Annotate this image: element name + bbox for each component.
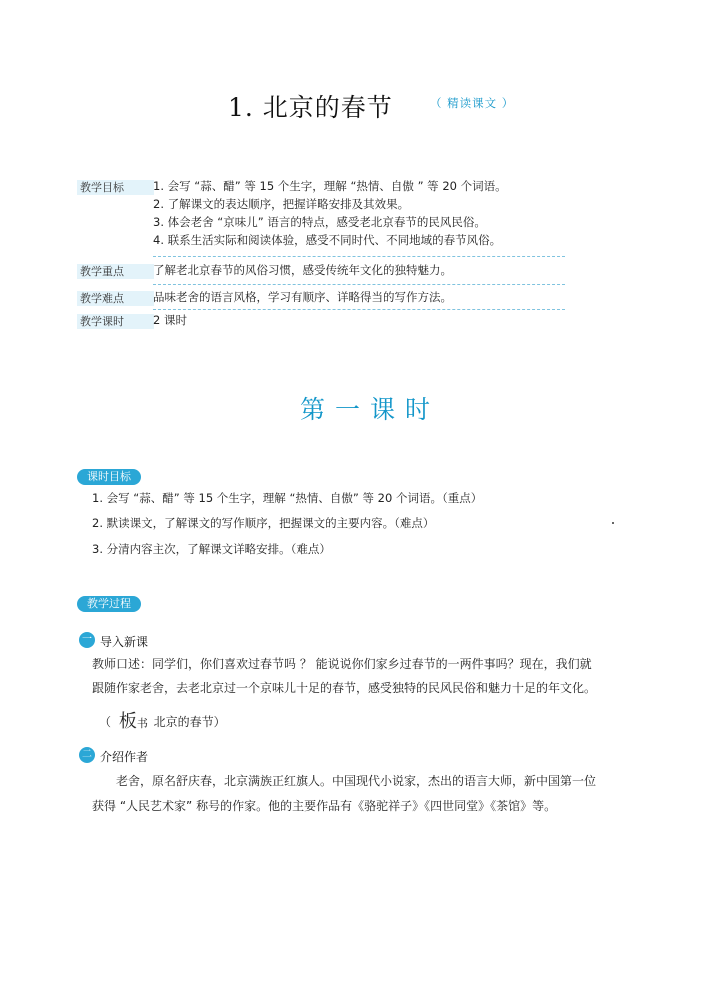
lesson-title: 第一课时 xyxy=(300,395,441,424)
goal-item: 4. 联系生活实际和阅读体验，感受不同时代、不同地域的春节风俗。 xyxy=(153,233,502,247)
intro-paragraph-line: 教师口述：同学们，你们喜欢过春节吗 ？ 能说说你们家乡过春节的一两件事吗？现在，我们就 xyxy=(92,657,592,671)
divider xyxy=(153,309,565,310)
difficulty-text: 品味老舍的语言风格，学习有顺序、详略得当的写作方法。 xyxy=(153,290,452,304)
key-point-text: 了解老北京春节的风俗习惯，感受传统年文化的独特魅力。 xyxy=(153,263,452,277)
board-mark-small: 书 xyxy=(136,717,148,730)
divider xyxy=(153,256,565,257)
hours-text: 2 课时 xyxy=(153,313,187,327)
board-mark xyxy=(119,707,148,733)
lesson-goal-item: 2. 默读课文，了解课文的写作顺序，把握课文的主要内容。（难点） xyxy=(92,516,435,530)
board-text: 北京的春节） xyxy=(153,715,226,729)
section-heading-intro: 导入新课 xyxy=(100,635,149,649)
page-title: 1. 北京的春节 xyxy=(228,93,393,122)
stray-dot xyxy=(612,522,614,524)
hours-label: 教学课时 xyxy=(77,314,154,329)
author-paragraph-line: 获得 “人民艺术家” 称号的作家。他的主要作品有《骆驼祥子》《四世同堂》《茶馆》等。 xyxy=(92,799,557,813)
section-number-1: 一 xyxy=(79,632,95,648)
goal-item: 3. 体会老舍 “京味儿” 语言的特点，感受老北京春节的民风民俗。 xyxy=(153,215,486,229)
key-point-label: 教学重点 xyxy=(77,264,154,279)
divider xyxy=(153,284,565,285)
board-open-paren: （ xyxy=(99,715,112,729)
intro-paragraph-line: 跟随作家老舍，去老北京过一个京味儿十足的春节，感受独特的民风民俗和魅力十足的年文化。 xyxy=(92,681,597,695)
lesson-goal-item: 1. 会写 “蒜、醋” 等 15 个生字，理解 “热情、自傲” 等 20 个词语。（重点） xyxy=(92,491,483,505)
lesson-type-tag: （ 精读课文 ） xyxy=(430,96,515,110)
section-number-2: 二 xyxy=(79,747,95,763)
author-paragraph-line: 老舍，原名舒庆春，北京满族正红旗人。中国现代小说家，杰出的语言大师，新中国第一位 xyxy=(116,774,597,788)
lesson-goal-item: 3. 分清内容主次，了解课文详略安排。（难点） xyxy=(92,542,331,556)
section-heading-author: 介绍作者 xyxy=(100,750,149,764)
goals-label: 教学目标 xyxy=(77,180,154,195)
goal-item: 1. 会写 “蒜、醋” 等 15 个生字，理解 “热情、自傲 ” 等 20 个词语。 xyxy=(153,179,507,193)
lesson-goals-pill: 课时目标 xyxy=(77,469,141,485)
difficulty-label: 教学难点 xyxy=(77,291,154,306)
goal-item: 2. 了解课文的表达顺序，把握详略安排及其效果。 xyxy=(153,197,410,211)
board-note xyxy=(99,706,226,732)
process-pill: 教学过程 xyxy=(77,596,141,612)
board-mark-char: 板 xyxy=(118,711,137,732)
